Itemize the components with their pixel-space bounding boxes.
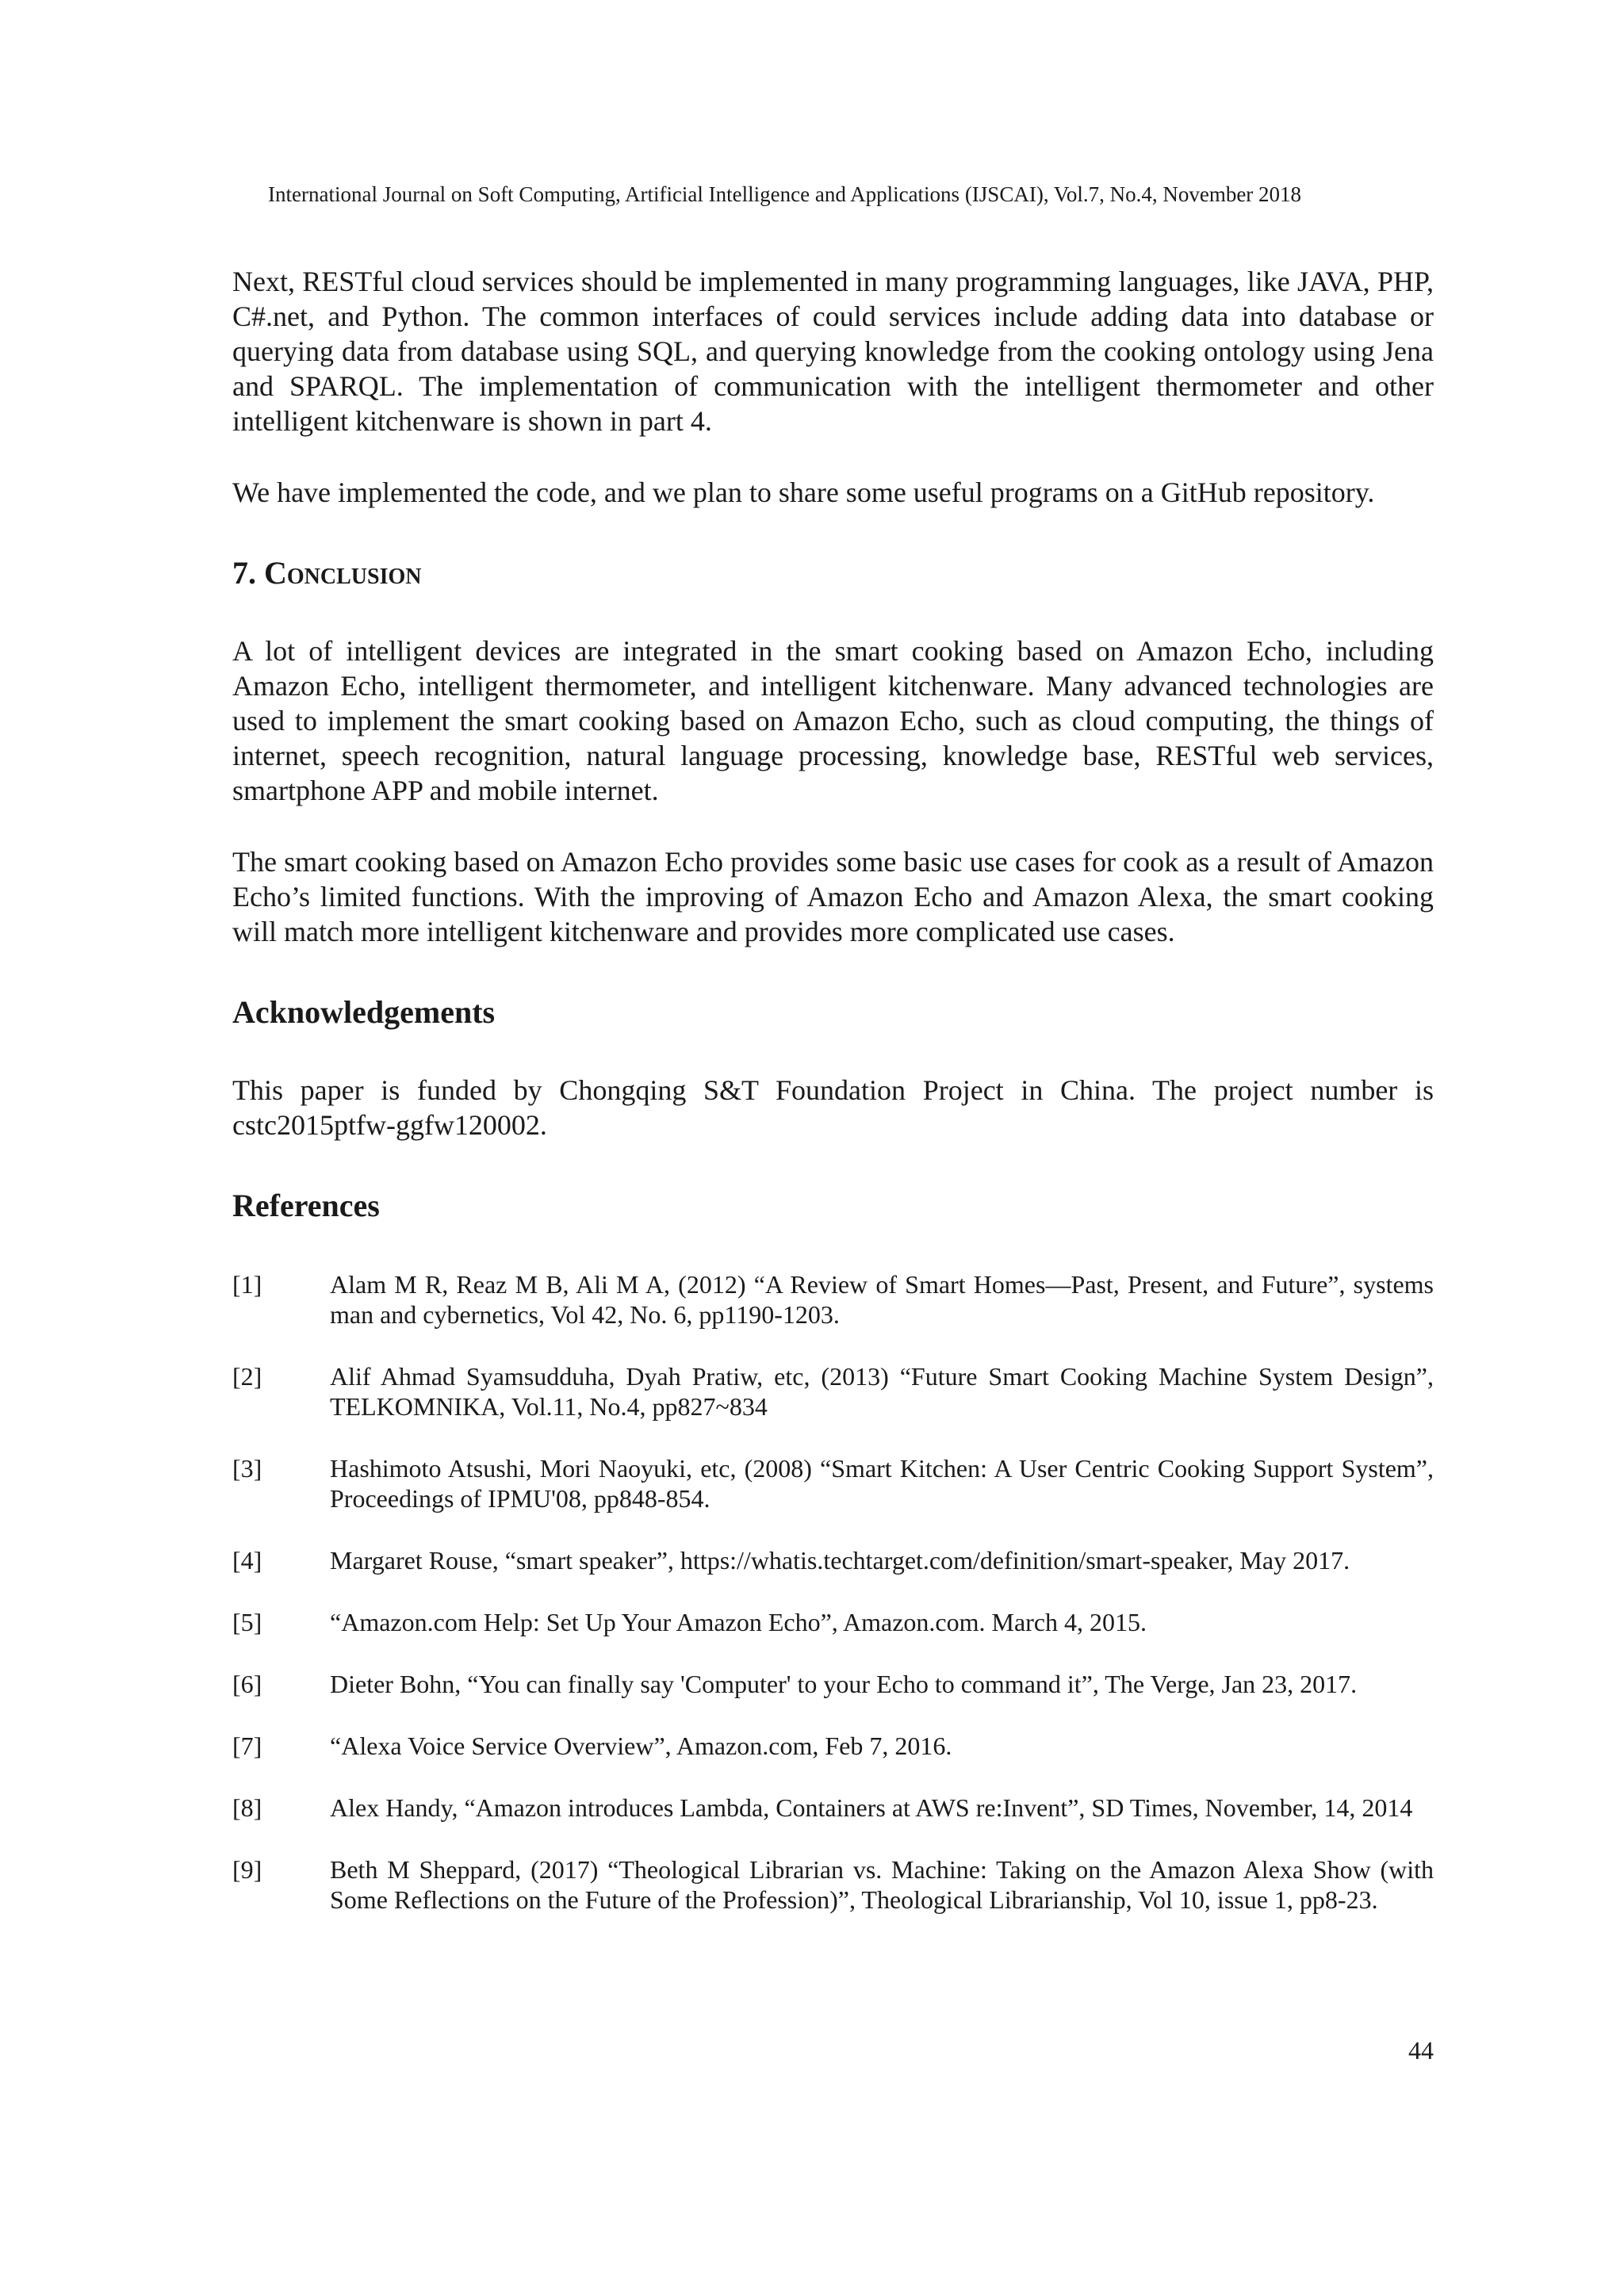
reference-text: “Amazon.com Help: Set Up Your Amazon Echo”, Amazon.com. March 4, 2015.: [330, 1608, 1147, 1636]
reference-item: [232, 1731, 1434, 1761]
reference-text: Dieter Bohn, “You can finally say 'Computer' to your Echo to command it”, The Verge, Jan 23, 2017.: [330, 1670, 1358, 1698]
reference-item: [232, 1361, 1434, 1422]
section-title: Conclusion: [264, 555, 422, 591]
body-paragraph-restful-services: Next, RESTful cloud services should be implemented in many programming languages, like JAVA, PHP, C#.net, and Python. The common interfaces of could services include adding data into database or querying data from database using SQL, and querying knowledge from the cooking ontology using Jena and SPARQL. The implementation of communication with the intelligent thermometer and other intelligent kitchenware is shown in part 4.: [232, 266, 1434, 437]
reference-number: [2]: [232, 1362, 262, 1391]
reference-item: [232, 1453, 1434, 1513]
running-header: International Journal on Soft Computing, Artificial Intelligence and Applications (IJSCAI), Vol.7, No.4, November 2018: [268, 182, 1302, 206]
reference-number: [5]: [232, 1608, 262, 1636]
reference-number: [6]: [232, 1670, 262, 1698]
reference-item: [232, 1793, 1434, 1823]
reference-item: [232, 1854, 1434, 1915]
conclusion-paragraph-2: The smart cooking based on Amazon Echo provides some basic use cases for cook as a result of Amazon Echo’s limited functions. With the improving of Amazon Echo and Amazon Alexa, the smart cooking will match more intelligent kitchenware and provides more complicated use cases.: [232, 846, 1434, 947]
reference-number: [3]: [232, 1454, 262, 1483]
section-heading-conclusion: [232, 554, 1434, 592]
section-number: 7.: [232, 555, 264, 591]
page-content: [232, 264, 1434, 1915]
reference-text: Hashimoto Atsushi, Mori Naoyuki, etc, (2008) “Smart Kitchen: A User Centric Cooking Support System”, Proceedings of IPMU'08, pp848-854.: [330, 1454, 1434, 1513]
body-paragraph-github: We have implemented the code, and we plan to share some useful programs on a GitHub repository.: [232, 476, 1375, 508]
reference-text: Alif Ahmad Syamsudduha, Dyah Pratiw, etc, (2013) “Future Smart Cooking Machine System Design”, TELKOMNIKA, Vol.11, No.4, pp827~834: [330, 1362, 1434, 1421]
reference-number: [9]: [232, 1855, 262, 1884]
reference-number: [7]: [232, 1732, 262, 1760]
reference-list: [232, 1269, 1434, 1915]
reference-item: [232, 1607, 1434, 1637]
reference-text: Margaret Rouse, “smart speaker”, https://whatis.techtarget.com/definition/smart-speaker, May 2017.: [330, 1546, 1350, 1575]
reference-text: Beth M Sheppard, (2017) “Theological Librarian vs. Machine: Taking on the Amazon Alexa Show (with Some Reflections on the Future of the Profession)”, Theological Librarianship, Vol 10, issue 1, pp8-23.: [330, 1855, 1434, 1914]
reference-text: “Alexa Voice Service Overview”, Amazon.com, Feb 7, 2016.: [330, 1732, 952, 1760]
reference-number: [4]: [232, 1546, 262, 1575]
section-heading-acknowledgements: Acknowledgements: [232, 994, 496, 1030]
reference-number: [8]: [232, 1793, 262, 1822]
page-number: 44: [1408, 2036, 1434, 2064]
acknowledgements-paragraph: This paper is funded by Chongqing S&T Foundation Project in China. The project number is cstc2015ptfw-ggfw120002.: [232, 1074, 1434, 1141]
reference-number: [1]: [232, 1270, 262, 1299]
reference-text: Alex Handy, “Amazon introduces Lambda, Containers at AWS re:Invent”, SD Times, November, 14, 2014: [330, 1793, 1413, 1822]
reference-text: Alam M R, Reaz M B, Ali M A, (2012) “A Review of Smart Homes—Past, Present, and Future”, systems man and cybernetics, Vol 42, No. 6, pp1190-1203.: [330, 1270, 1434, 1329]
conclusion-paragraph-1: A lot of intelligent devices are integrated in the smart cooking based on Amazon Echo, including Amazon Echo, intelligent thermometer, and intelligent kitchenware. Many advanced technologies are used to implement the smart cooking based on Amazon Echo, such as cloud computing, the things of internet, speech recognition, natural language processing, knowledge base, RESTful web services, smartphone APP and mobile internet.: [232, 635, 1434, 806]
reference-item: [232, 1669, 1434, 1699]
section-heading-references: References: [232, 1188, 380, 1223]
reference-item: [232, 1545, 1434, 1575]
reference-item: [232, 1269, 1434, 1330]
